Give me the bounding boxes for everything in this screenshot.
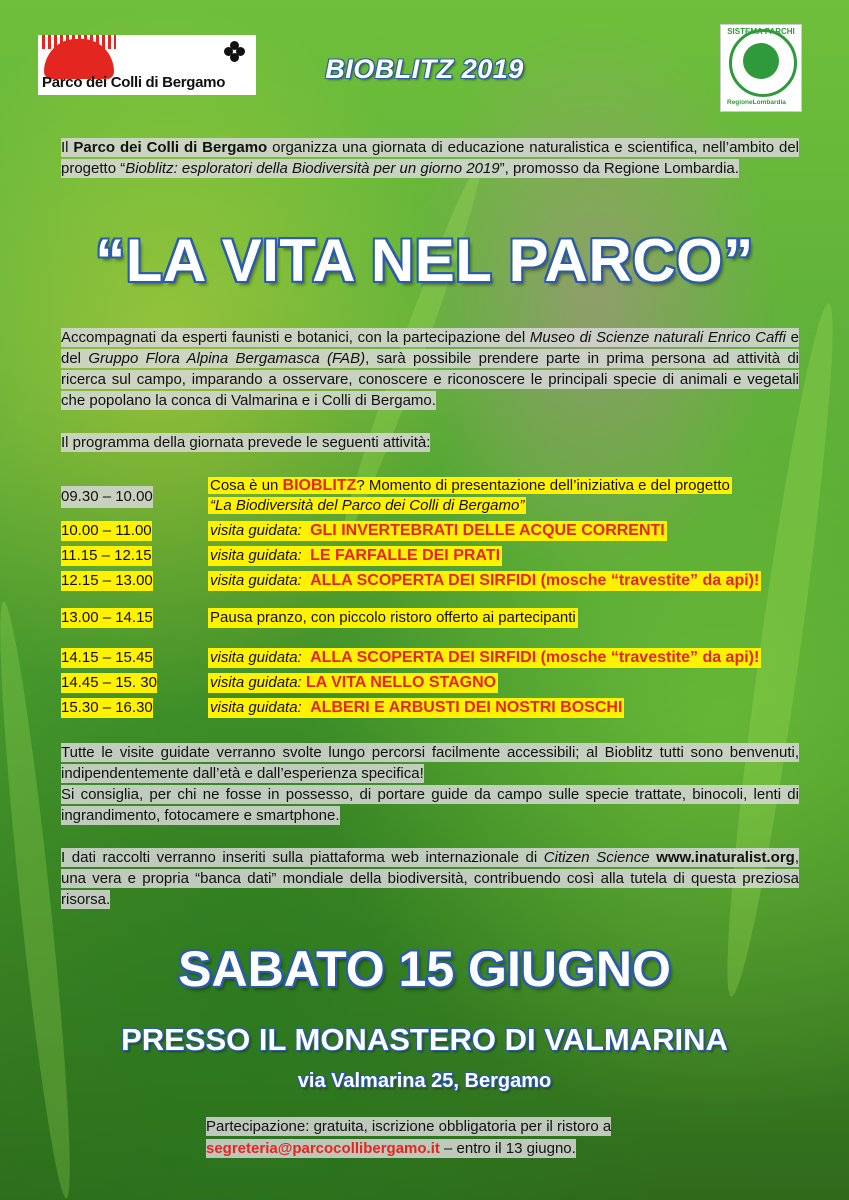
- page-header-title: BIOBLITZ 2019: [325, 54, 524, 84]
- intro-paragraph: Il Parco dei Colli di Bergamo organizza una giornata di educazione naturalistica e scientifica, nell’ambito del progetto “Bioblitz: esploratori della Biodiversità per un giorno 2019”, promosso da Regione Lombardia.: [61, 139, 800, 177]
- schedule-time: 11.15 – 12.15: [61, 547, 152, 564]
- sistema-parchi-logo: [720, 24, 802, 112]
- schedule-time: 14.45 – 15. 30: [61, 674, 157, 691]
- schedule-time: 10.00 – 11.00: [61, 522, 152, 539]
- event-date: SABATO 15 GIUGNO: [178, 941, 671, 997]
- notes-paragraph: Tutte le visite guidate verranno svolte lungo percorsi facilmente accessibili; al Bioblitz tutti sono benvenuti, indipendentemente dall’età e dall’esperienza specifica! Si consiglia, per chi ne fosse in possesso, di portare guide da campo sulle specie trattate, binocoli, lenti di ingrandimento, fotocamere e smartphone.: [61, 744, 799, 824]
- program-intro: Il programma della giornata prevede le seguenti attività:: [61, 434, 431, 451]
- email-link[interactable]: segreteria@parcocollibergamo.it: [206, 1140, 440, 1157]
- schedule-time: 14.15 – 15.45: [61, 649, 153, 666]
- schedule-time: 15.30 – 16.30: [61, 699, 153, 716]
- sistema-parchi-text: SISTEMA PARCHI: [727, 27, 795, 36]
- event-address: via Valmarina 25, Bergamo: [297, 1070, 552, 1092]
- data-note-paragraph: I dati raccolti verranno inseriti sulla piattaforma web internazionale di Citizen Science www.inaturalist.org, una vera e propria “banca dati” mondiale della biodiversità, contribuendo così alla tutela di questa preziosa risorsa.: [61, 849, 799, 908]
- description-paragraph: Accompagnati da esperti faunisti e botanici, con la partecipazione del Museo di Scienze naturali Enrico Caffi e del Gruppo Flora Alpina Bergamasca (FAB), sarà possibile prendere parte in prima persona ad attività di ricerca sul campo, imparando a osservare, conoscere e riconoscere le principali specie di animali e vegetali che popolano la conca di Valmarina e i Colli di Bergamo.: [61, 329, 799, 409]
- park-logo-name: Parco dei Colli di Bergamo: [42, 74, 226, 91]
- region-logo-text: RegioneLombardia: [727, 99, 786, 106]
- schedule-time: 09.30 – 10.00: [61, 486, 153, 508]
- inaturalist-link[interactable]: www.inaturalist.org: [656, 849, 795, 866]
- schedule-time: 12.15 – 13.00: [61, 572, 153, 589]
- tree-icon: [743, 43, 779, 79]
- event-venue: PRESSO IL MONASTERO DI VALMARINA: [121, 1022, 728, 1057]
- schedule-time: 13.00 – 14.15: [61, 609, 153, 626]
- main-title: “LA VITA NEL PARCO”: [95, 227, 754, 294]
- footer: Partecipazione: gratuita, iscrizione obbligatoria per il ristoro a segreteria@parcocollibergamo.it – entro il 13 giugno.: [206, 1118, 612, 1157]
